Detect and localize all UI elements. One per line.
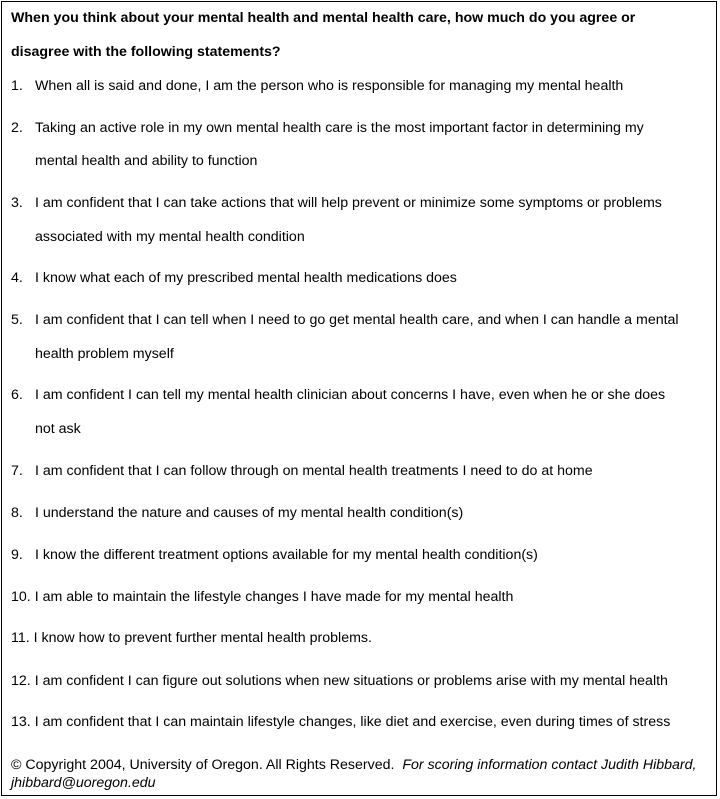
statement-text-continued: health problem myself [35,346,174,362]
statement-number: 3. [11,195,23,211]
statement-text-continued: mental health and ability to function [35,153,258,169]
statement-number: 9. [11,547,23,563]
statement-number: 7. [11,463,23,479]
statement-number-and-text [11,673,668,690]
statement-number: 12. [11,673,31,689]
questionnaire-frame [1,1,717,796]
statement-text: I understand the nature and causes of my mental health condition(s) [35,505,464,521]
copyright-text: © Copyright 2004, University of Oregon. All Rights Reserved. [11,757,395,773]
statement-number: 1. [11,78,23,94]
statement-text: I am confident that I can take actions that will help prevent or minimize some symptoms or problems [35,195,662,211]
statement-text: I know the different treatment options available for my mental health condition(s) [35,547,538,563]
heading-line-1: When you think about your mental health and mental health care, how much do you agree or [11,10,636,26]
statement-number: 8. [11,505,23,521]
statement-text: Taking an active role in my own mental health care is the most important factor in determining my [35,120,644,136]
statement-text: I am confident that I can follow through on mental health treatments I need to do at home [35,463,593,479]
statement-number: 6. [11,387,23,403]
statement-text: I know how to prevent further mental health problems. [33,630,372,646]
statement-number-and-text [11,714,670,731]
statement-text: I know what each of my prescribed mental health medications does [35,270,457,286]
statement-number: 5. [11,312,23,328]
statement-number: 4. [11,270,23,286]
statement-text: I am confident I can tell my mental health clinician about concerns I have, even when he or she does [35,387,666,403]
statement-number: 11. [11,630,30,646]
copyright-notice [11,756,711,792]
statement-text: I am able to maintain the lifestyle changes I have made for my mental health [34,589,514,605]
statement-number: 2. [11,120,23,136]
statement-text: I am confident that I can tell when I need to go get mental health care, and when I can handle a mental [35,312,679,328]
statement-text: I am confident I can figure out solutions when new situations or problems arise with my mental health [34,673,668,689]
statement-number-and-text [11,630,372,647]
statement-text: I am confident that I can maintain lifestyle changes, like diet and exercise, even during times of stress [34,714,671,730]
statement-number-and-text [11,589,513,606]
statement-text-continued: not ask [35,421,81,437]
heading-line-2: disagree with the following statements? [11,44,281,60]
statement-number: 10. [11,589,31,605]
statement-text: When all is said and done, I am the person who is responsible for managing my mental health [35,78,624,94]
statement-text-continued: associated with my mental health condition [35,229,305,245]
scoring-contact: For scoring information contact Judith Hibbard, jhibbard@uoregon.edu [11,757,697,791]
statement-number: 13. [11,714,31,730]
